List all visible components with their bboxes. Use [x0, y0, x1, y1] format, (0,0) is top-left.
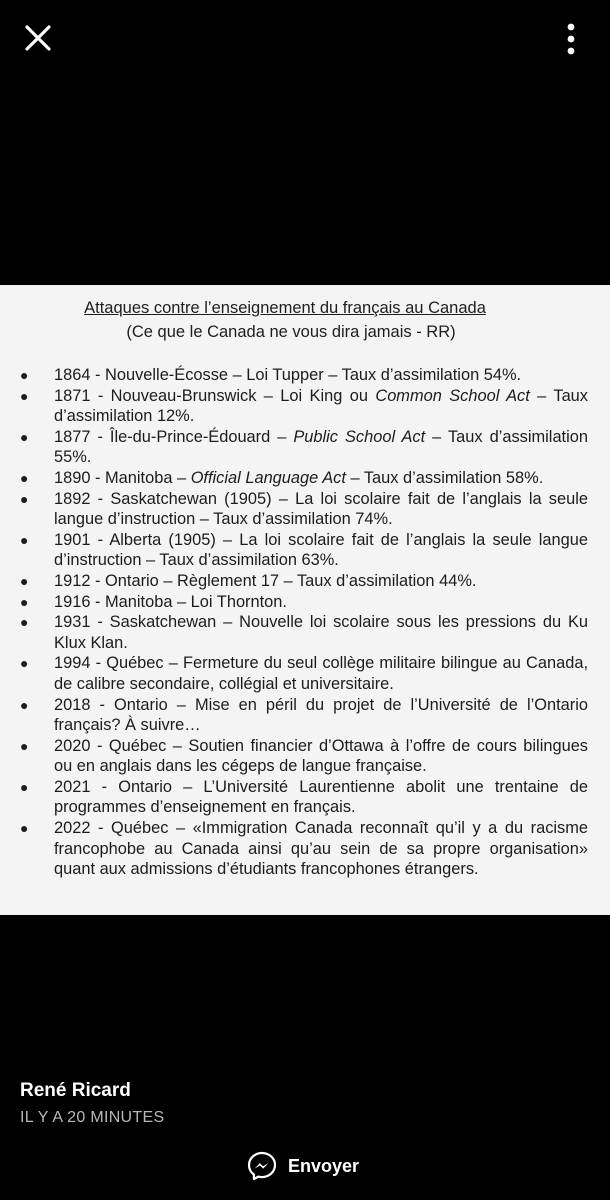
item-act-name: Public School Act	[293, 427, 426, 446]
item-text-after: – Taux d’assimilation 12%.	[54, 386, 588, 426]
bullet-icon: ●	[20, 428, 29, 445]
close-icon	[18, 18, 58, 58]
item-text: 1864 - Nouvelle-Écosse – Loi Tupper – Taux d’assimilation 54%.	[54, 366, 522, 384]
bullet-icon: ●	[20, 737, 29, 754]
item-text: 2021 - Ontario – L’Université Laurentienne abolit une trentaine de programmes d’enseignement en français.	[54, 777, 588, 817]
document-subtitle: (Ce que le Canada ne vous dira jamais - RR)	[126, 323, 456, 341]
author-name[interactable]: René Ricard	[20, 1080, 131, 1101]
send-label: Envoyer	[288, 1155, 360, 1176]
document-list-item	[0, 695, 610, 736]
document-image	[0, 285, 610, 915]
item-act-name: Official Language Act	[190, 468, 346, 487]
item-text: 2022 - Québec – «Immigration Canada reconnaît qu’il y a du racisme francophobe au Canada ainsi qu’au sein de sa propre organisation» quant aux admissions d’étudiants francophones étrangers.	[54, 819, 588, 879]
document-list-item	[0, 365, 610, 386]
item-text: 2018 - Ontario – Mise en péril du projet de l’Université de l’Ontario français? À suivre…	[54, 695, 588, 735]
document-list-item	[0, 653, 610, 694]
post-timestamp: IL Y A 20 MINUTES	[20, 1109, 165, 1126]
document-title: Attaques contre l’enseignement du français au Canada	[84, 299, 486, 317]
item-act-name: Common School Act	[375, 386, 530, 405]
item-text: 1931 - Saskatchewan – Nouvelle loi scolaire sous les pressions du Ku Klux Klan.	[54, 613, 588, 652]
item-text-after: – Taux d’assimilation 58%.	[345, 468, 544, 487]
document-list-item	[0, 818, 610, 880]
document-list-item	[0, 592, 610, 613]
viewer-top-bar	[0, 0, 610, 80]
bullet-icon: ●	[20, 655, 29, 672]
bullet-icon: ●	[20, 593, 29, 610]
document-list-item	[0, 571, 610, 592]
document-list-item	[0, 386, 610, 427]
item-text: 1890 - Manitoba –	[54, 468, 191, 487]
bullet-icon: ●	[20, 531, 29, 548]
document-list-item	[0, 612, 610, 653]
document-list-item	[0, 530, 610, 571]
document-list	[0, 365, 610, 880]
item-text: 1901 - Alberta (1905) – La loi scolaire fait de l’anglais la seule langue d’instruction – Taux d’assimilation 63%.	[54, 530, 588, 570]
document-list-item	[0, 427, 610, 468]
bullet-icon: ●	[20, 820, 29, 837]
bullet-icon: ●	[20, 469, 29, 486]
close-button[interactable]	[18, 18, 58, 58]
document-list-item	[0, 736, 610, 777]
item-text: 1916 - Manitoba – Loi Thornton.	[54, 592, 287, 611]
item-text-after: – Taux d’assimilation 55%.	[54, 427, 588, 467]
more-vertical-icon	[551, 18, 591, 62]
item-text: 1892 - Saskatchewan (1905) – La loi scolaire fait de l’anglais la seule langue d’instruction – Taux d’assimilation 74%.	[54, 489, 588, 529]
item-text: 1877 - Île-du-Prince-Édouard –	[54, 427, 294, 446]
bullet-icon: ●	[20, 572, 29, 589]
bullet-icon: ●	[20, 387, 29, 404]
item-text: 1871 - Nouveau-Brunswick – Loi King ou	[54, 386, 376, 405]
messenger-icon	[246, 1150, 278, 1182]
document-list-item	[0, 489, 610, 530]
bullet-icon: ●	[20, 696, 29, 713]
document-list-item	[0, 777, 610, 818]
more-options-button[interactable]	[551, 18, 591, 62]
bullet-icon: ●	[20, 490, 29, 507]
item-text: 1994 - Québec – Fermeture du seul collège militaire bilingue au Canada, de calibre secondaire, collégial et universitaire.	[54, 654, 588, 693]
bullet-icon: ●	[20, 778, 29, 795]
bullet-icon: ●	[20, 367, 29, 383]
send-button[interactable]	[246, 1148, 359, 1184]
bullet-icon: ●	[20, 614, 29, 631]
item-text: 1912 - Ontario – Règlement 17 – Taux d’assimilation 44%.	[54, 571, 477, 590]
item-text: 2020 - Québec – Soutien financier d’Ottawa à l’offre de cours bilingues ou en anglais dans les cégeps de langue française.	[54, 736, 588, 776]
document-list-item	[0, 468, 610, 489]
